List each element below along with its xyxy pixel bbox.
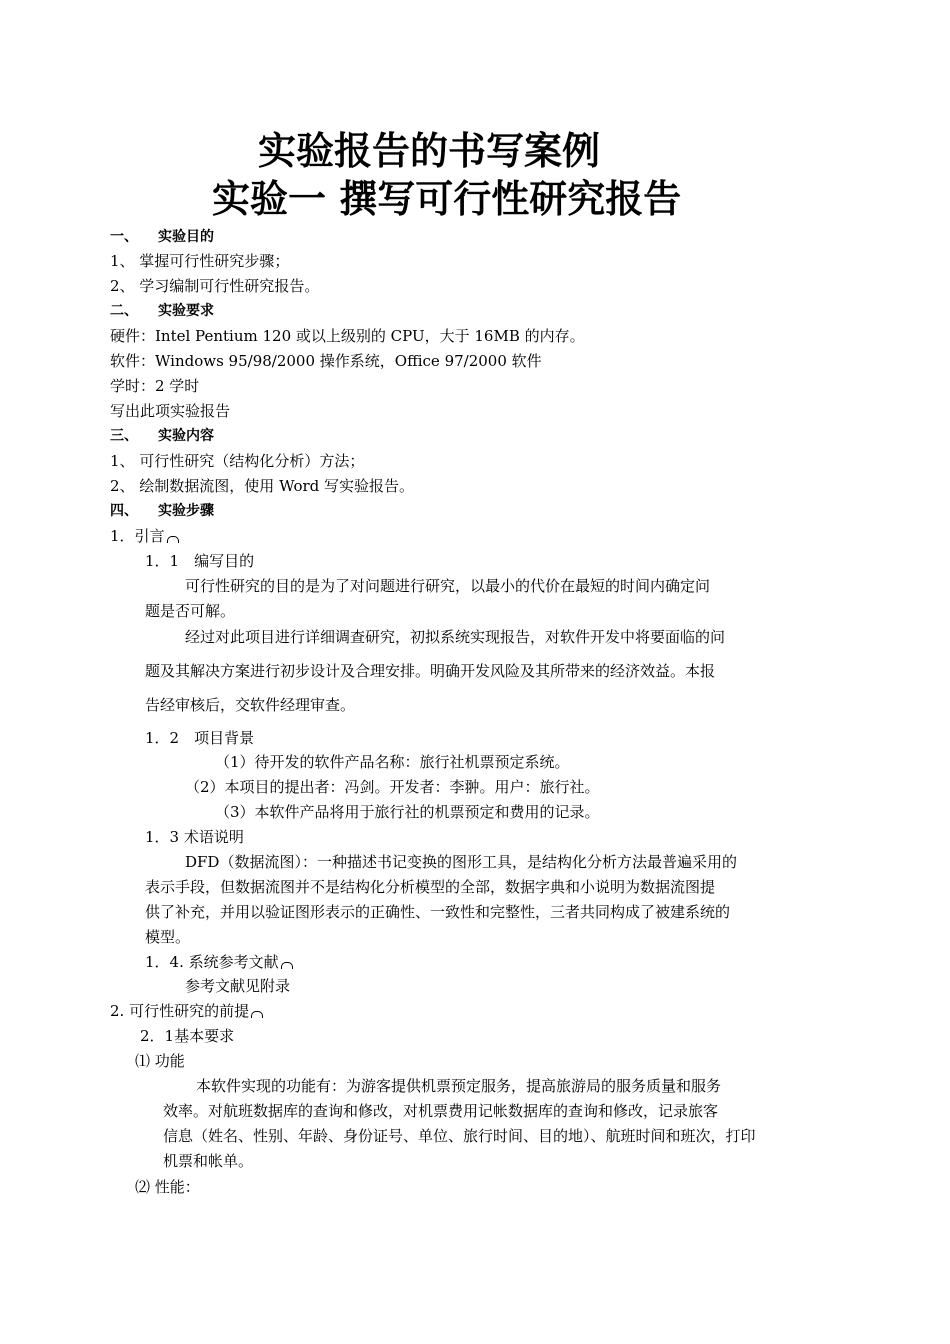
paragraph-line: 表示手段，但数据流图并不是结构化分析模型的全部，数据字典和小说明为数据流图提 [145,878,716,896]
paragraph-line: 信息（姓名、性别、年龄、身份证号、单位、旅行时间、目的地）、航班时间和班次，打印 [163,1127,756,1145]
paragraph-line: 题是否可解。 [145,602,236,620]
list-item: （1）待开发的软件产品名称：旅行社机票预定系统。 [215,753,570,771]
intro-heading-text: 1．引言 [110,527,165,545]
section-1-heading [110,227,214,247]
requirement-software: 软件：Windows 95/98/2000 操作系统，Office 97/2000 软件 [110,352,542,370]
section-4-label: 实验步骤 [158,503,214,519]
section-1-number: 一、 [110,229,138,245]
list-item: 1、 掌握可行性研究步骤； [110,252,290,270]
requirement-hardware: 硬件：Intel Pentium 120 或以上级别的 CPU，大于 16MB 的内存。 [110,327,585,345]
intro-heading [110,526,179,546]
item-heading: ⑵ 性能： [135,1178,200,1196]
paragraph-line: 参考文献见附录 [185,977,291,995]
section-2-number: 二、 [110,303,138,319]
section-3-number: 三、 [110,428,138,444]
list-item: 2、 学习编制可行性研究报告。 [110,277,320,295]
format-mark-icon [281,962,293,969]
paragraph-line: 经过对此项目进行详细调查研究，初拟系统实现报告，对软件开发中将要面临的问 [185,628,726,646]
section-1-label: 实验目的 [158,229,214,245]
paragraph-line: 供了补充，并用以验证图形表示的正确性、一致性和完整性，三者共同构成了被建系统的 [145,903,731,921]
subsection-heading: 1．2 项目背景 [145,729,255,747]
section-3-heading [110,426,214,446]
list-item: 2、 绘制数据流图，使用 Word 写实验报告。 [110,477,415,495]
format-mark-icon [167,536,179,543]
subsection-heading: 1．1 编写目的 [145,552,255,570]
requirement-hours: 学时：2 学时 [110,377,200,395]
item-heading: ⑴ 功能 [135,1052,185,1070]
section-heading [110,1001,263,1021]
doc-subtitle: 实验一 撰写可行性研究报告 [212,177,682,221]
section-heading-text: 2. 可行性研究的前提 [110,1002,250,1020]
paragraph-line: 告经审核后，交软件经理审查。 [145,696,356,714]
list-item: （2）本项目的提出者：冯剑。开发者：李翀。用户：旅行社。 [185,778,600,796]
paragraph-line: DFD（数据流图）：一种描述书记变换的图形工具，是结构化分析方法最普遍采用的 [185,853,737,871]
paragraph-line: 可行性研究的目的是为了对问题进行研究，以最小的代价在最短的时间内确定问 [185,577,711,595]
section-3-label: 实验内容 [158,428,214,444]
paragraph-line: 题及其解决方案进行初步设计及合理安排。明确开发风险及其所带来的经济效益。本报 [145,662,716,680]
paragraph-line: 模型。 [145,928,191,946]
section-2-heading [110,301,214,321]
subsection-heading: 2．1基本要求 [140,1027,235,1045]
paragraph-line: 本软件实现的功能有：为游客提供机票预定服务，提高旅游局的服务质量和服务 [196,1077,722,1095]
paragraph-line: 机票和帐单。 [163,1152,254,1170]
section-2-label: 实验要求 [158,303,214,319]
doc-title: 实验报告的书写案例 [258,129,601,173]
subsection-heading [145,952,293,972]
format-mark-icon [251,1011,263,1018]
list-item: （3）本软件产品将用于旅行社的机票预定和费用的记录。 [215,803,600,821]
section-4-heading [110,501,214,521]
section-4-number: 四、 [110,503,138,519]
subsection-heading-text: 1．4. 系统参考文献 [145,953,279,971]
list-item: 1、 可行性研究（结构化分析）方法； [110,452,365,470]
subsection-heading: 1．3 术语说明 [145,828,244,846]
paragraph-line: 效率。对航班数据库的查询和修改，对机票费用记帐数据库的查询和修改，记录旅客 [163,1102,719,1120]
requirement-report: 写出此项实验报告 [110,402,231,420]
